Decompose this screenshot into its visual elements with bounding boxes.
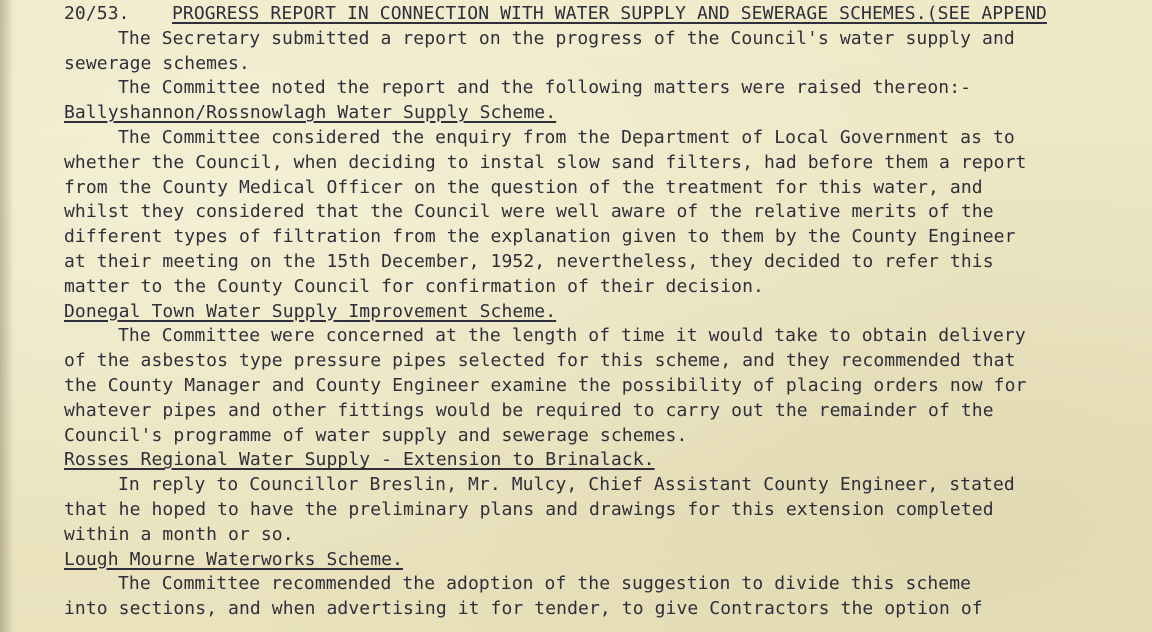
section-2-line: whatever pipes and other fittings would be required to carry out the remainder of the bbox=[64, 399, 994, 421]
section-1-line: The Committee considered the enquiry from the Department of Local Government as to bbox=[118, 126, 1015, 148]
report-title: PROGRESS REPORT IN CONNECTION WITH WATER SUPPLY AND SEWERAGE SCHEMES.(SEE APPEND bbox=[172, 3, 1047, 24]
section-2-line: the County Manager and County Engineer examine the possibility of placing orders now for bbox=[64, 374, 1027, 396]
section-3-line: within a month or so. bbox=[64, 523, 294, 545]
section-heading-lough-mourne: Lough Mourne Waterworks Scheme. bbox=[64, 548, 404, 570]
minute-number: 20/53. bbox=[64, 3, 130, 24]
section-1-line: at their meeting on the 15th December, 1952, nevertheless, they decided to refer this bbox=[64, 250, 994, 272]
section-2-line: Council's programme of water supply and sewerage schemes. bbox=[64, 424, 688, 446]
section-1-line: matter to the County Council for confirmation of their decision. bbox=[64, 275, 764, 297]
binding-shadow bbox=[0, 0, 14, 632]
section-4-line: into sections, and when advertising it for tender, to give Contractors the option of bbox=[64, 598, 983, 620]
section-1-line: whilst they considered that the Council were well aware of the relative merits of the bbox=[64, 201, 994, 223]
section-2-line: The Committee were concerned at the length of time it would take to obtain delivery bbox=[118, 325, 1026, 347]
section-heading-donegal-town: Donegal Town Water Supply Improvement Scheme. bbox=[64, 300, 557, 322]
intro-line-3: The Committee noted the report and the following matters were raised thereon:- bbox=[118, 77, 972, 99]
minutes-document bbox=[64, 2, 1150, 622]
report-heading bbox=[64, 2, 1150, 27]
section-1-line: different types of filtration from the explanation given to them by the County Engineer bbox=[64, 226, 1016, 248]
section-heading-rosses: Rosses Regional Water Supply - Extension to Brinalack. bbox=[64, 449, 655, 471]
intro-line-2: sewerage schemes. bbox=[64, 52, 250, 74]
section-1-line: whether the Council, when deciding to instal slow sand filters, had before them a report bbox=[64, 151, 1027, 173]
section-heading-ballyshannon: Ballyshannon/Rossnowlagh Water Supply Scheme. bbox=[64, 102, 557, 124]
section-2-line: of the asbestos type pressure pipes selected for this scheme, and they recommended that bbox=[64, 350, 1016, 372]
section-3-line: In reply to Councillor Breslin, Mr. Mulcy, Chief Assistant County Engineer, stated bbox=[118, 474, 1015, 496]
intro-line-1: The Secretary submitted a report on the progress of the Council's water supply and bbox=[118, 27, 1015, 49]
section-4-line: The Committee recommended the adoption of the suggestion to divide this scheme bbox=[118, 573, 972, 595]
section-3-line: that he hoped to have the preliminary plans and drawings for this extension completed bbox=[64, 498, 994, 520]
section-1-line: from the County Medical Officer on the question of the treatment for this water, and bbox=[64, 176, 983, 198]
